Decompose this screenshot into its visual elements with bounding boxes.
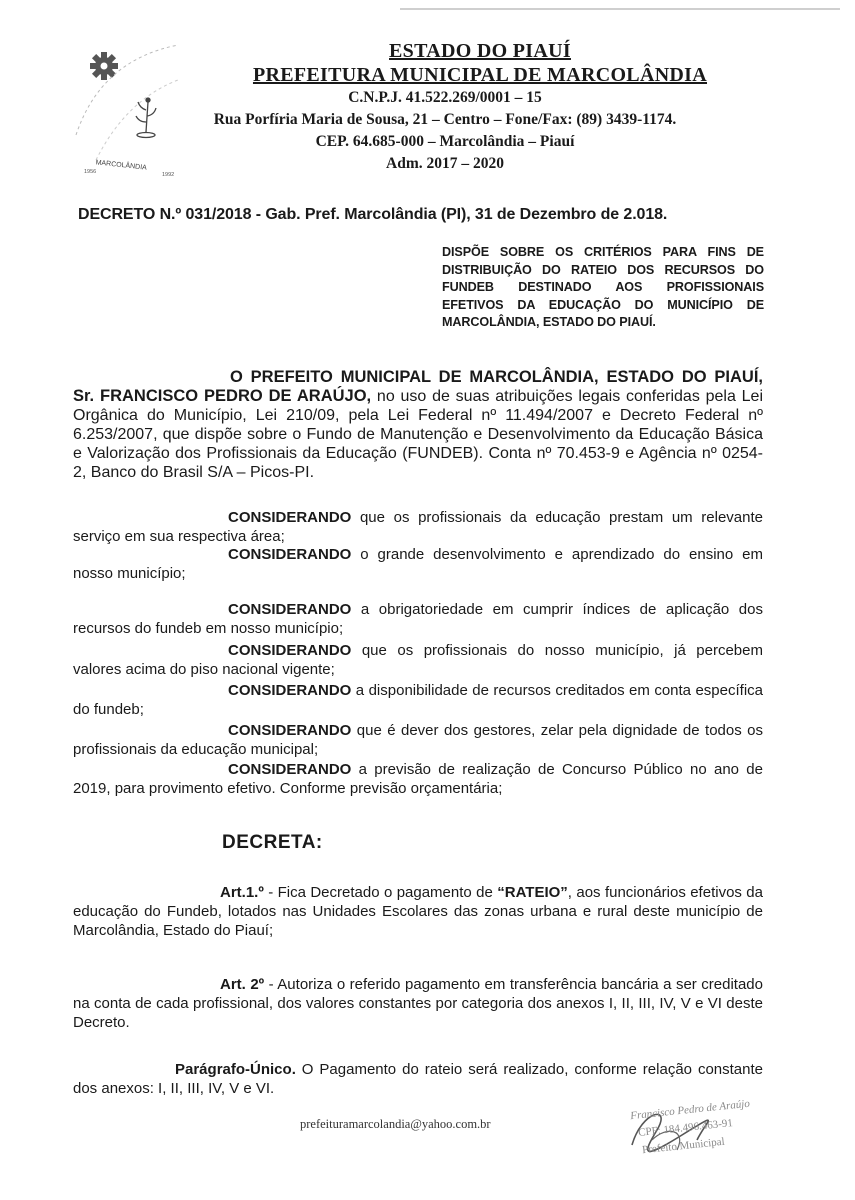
stamp-cpf: CPF: 184.496.463-91	[637, 1117, 734, 1139]
scan-edge-line	[400, 8, 840, 10]
gear-icon	[90, 52, 118, 80]
paragrafo-unico: Parágrafo-Único. O Pagamento do rateio será realizado, conforme relação constante dos anexos: I, II, III, IV, V e VI.	[73, 1061, 763, 1097]
article-1: Art.1.º - Fica Decretado o pagamento de “RATEIO”, aos funcionários efetivos da educação do Fundeb, lotados nas Unidades Escolares das zonas urbana e rural deste município de Marcolândia, Estado do Piauí;	[73, 884, 763, 939]
footer-email: prefeituramarcolandia@yahoo.com.br	[300, 1117, 491, 1131]
municipal-seal	[66, 40, 184, 180]
preamble-bold: O PREFEITO MUNICIPAL DE MARCOLÂNDIA, ESTADO DO PIAUÍ, Sr. FRANCISCO PEDRO DE ARAÚJO,	[73, 368, 763, 405]
considerando-3: CONSIDERANDO a obrigatoriedade em cumprir índices de aplicação dos recursos do fundeb em nosso município;	[73, 601, 763, 637]
prefeitura-name: PREFEITURA MUNICIPAL DE MARCOLÂNDIA	[252, 64, 708, 86]
considerando-4: CONSIDERANDO que os profissionais do nosso município, já percebem valores acima do piso nacional vigente;	[73, 642, 763, 678]
state-name: ESTADO DO PIAUÍ	[389, 40, 571, 62]
letterhead	[175, 40, 715, 175]
cactus-icon	[136, 98, 156, 138]
preamble-text: no uso de suas atribuições legais conferidas pela Lei Orgânica do Município, Lei 210/09, pela Lei Federal nº 11.494/2007 e Decreto Federal nº 6.253/2007, que dispõe sobre o Fundo de Manutenção e Desenvolvimento da Educação Básica e Valorização dos Profissionais da Educação (FUNDEB). Conta nº 70.453-9 e Agência nº 0254-2, Banco do Brasil S/A – Picos-PI.	[73, 388, 764, 481]
decree-summary: DISPÕE SOBRE OS CRITÉRIOS PARA FINS DE DISTRIBUIÇÃO DO RATEIO DOS RECURSOS DO FUNDEB DESTINADO AOS PROFISSIONAIS EFETIVOS DA EDUCAÇÃO DO MUNICÍPIO DE MARCOLÂNDIA, ESTADO DO PIAUÍ.	[442, 245, 764, 329]
considerando-5: CONSIDERANDO a disponibilidade de recursos creditados em conta específica do fundeb;	[73, 682, 763, 718]
cep: CEP. 64.685-000 – Marcolândia – Piauí	[315, 133, 575, 150]
considerando-1: CONSIDERANDO que os profissionais da educação prestam um relevante serviço em sua respectiva área;	[73, 509, 763, 545]
cnpj: C.N.P.J. 41.522.269/0001 – 15	[348, 89, 542, 106]
seal-year-right: 1992	[162, 172, 175, 178]
decree-title: DECRETO N.º 031/2018 - Gab. Pref. Marcolândia (PI), 31 de Dezembro de 2.018.	[78, 206, 668, 223]
article-2: Art. 2º - Autoriza o referido pagamento em transferência bancária a ser creditado na conta de cada profissional, dos valores constantes por categoria dos anexos I, II, III, IV, V e VI deste Decreto.	[73, 976, 763, 1031]
considerando-7: CONSIDERANDO a previsão de realização de Concurso Público no ano de 2019, para provimento efetivo. Conforme previsão orçamentária;	[73, 761, 763, 797]
seal-year-left: 1956	[84, 169, 97, 175]
administration: Adm. 2017 – 2020	[386, 155, 504, 172]
considerando-2: CONSIDERANDO o grande desenvolvimento e aprendizado do ensino em nosso município;	[73, 546, 763, 582]
signature-stamp	[612, 1097, 782, 1170]
seal-label: MARCOLÂNDIA	[95, 159, 148, 172]
decreta-heading: DECRETA:	[222, 832, 323, 853]
stamp-role: Prefeito Municipal	[641, 1135, 726, 1157]
considerando-6: CONSIDERANDO que é dever dos gestores, zelar pela dignidade de todos os profissionais da educação municipal;	[73, 722, 763, 758]
stamp-name: Francisco Pedro de Araújo	[629, 1097, 751, 1123]
preamble	[73, 368, 763, 482]
address: Rua Porfíria Maria de Sousa, 21 – Centro – Fone/Fax: (89) 3439-1174.	[213, 111, 677, 128]
